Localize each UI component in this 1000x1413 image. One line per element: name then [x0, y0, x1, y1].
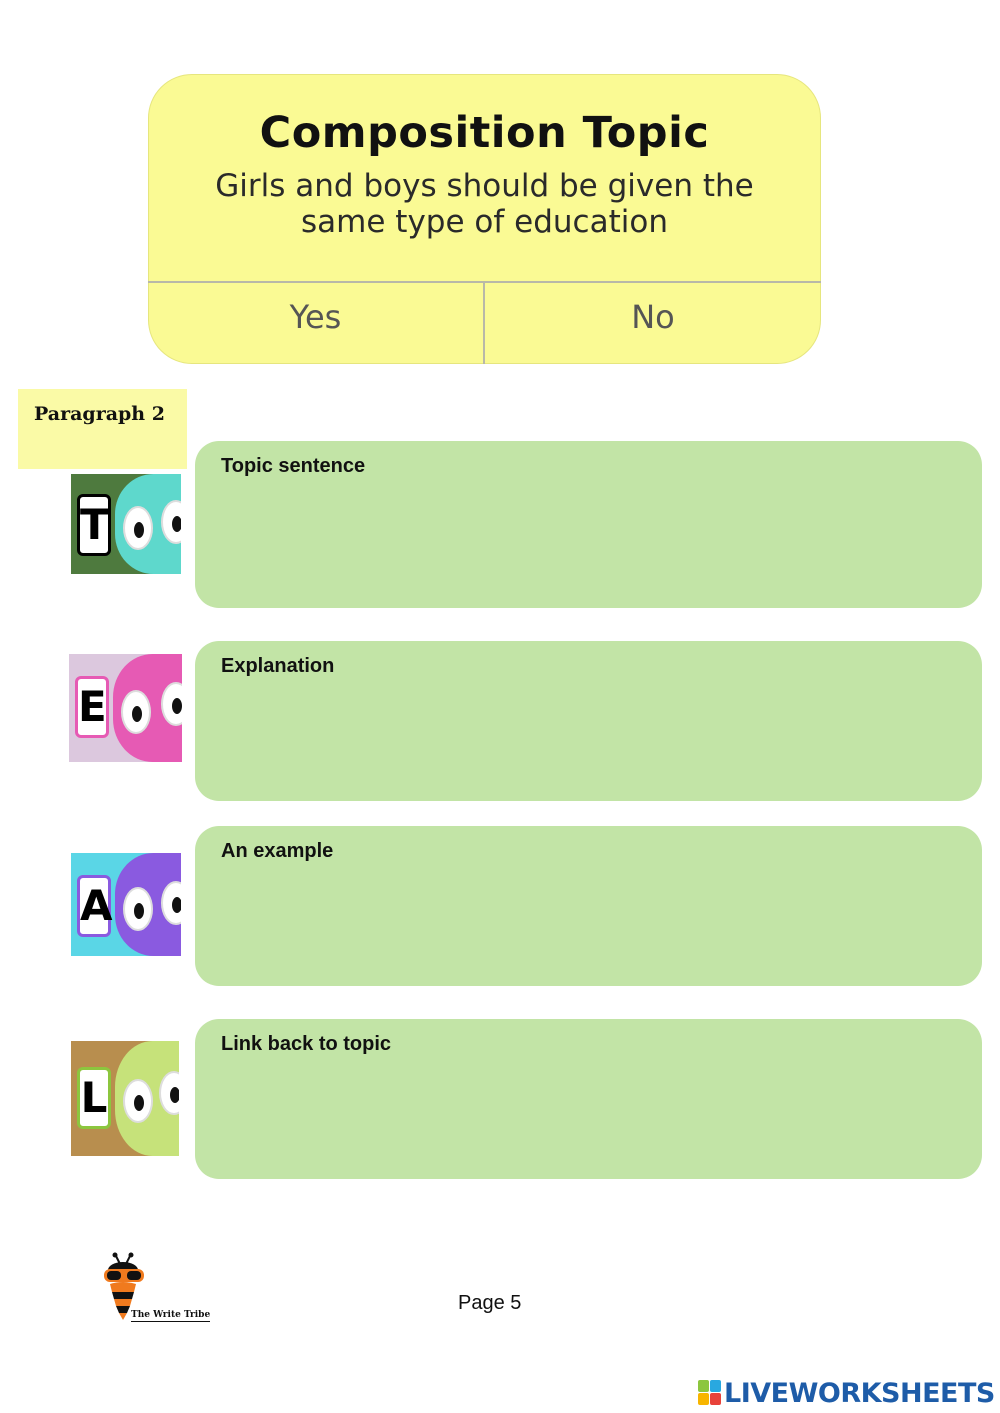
answer-box-topic-sentence[interactable] — [195, 441, 982, 608]
topic-title: Composition Topic — [259, 108, 710, 158]
topic-subtitle: Girls and boys should be given the same type of education — [215, 168, 754, 240]
logo-text: The Write Tribe — [131, 1310, 211, 1320]
choice-yes-button[interactable]: Yes — [289, 298, 342, 336]
monster-eye — [123, 1079, 153, 1123]
monster-l-image — [71, 1041, 179, 1156]
monster-a-image — [71, 853, 181, 956]
letter-tile: A — [77, 875, 111, 937]
monster-e-image — [69, 654, 182, 762]
letter-tile: T — [77, 494, 111, 556]
monster-eye — [123, 506, 153, 550]
answer-label: An example — [221, 840, 334, 862]
answer-box-link-back[interactable] — [195, 1019, 982, 1179]
page-number: Page 5 — [458, 1292, 522, 1314]
monster-eye — [121, 690, 151, 734]
monster-eye — [123, 887, 153, 931]
liveworksheets-text: LIVEWORKSHEETS — [724, 1377, 995, 1409]
answer-box-explanation[interactable] — [195, 641, 982, 801]
answer-label: Explanation — [221, 655, 335, 677]
monster-t-image — [71, 474, 181, 574]
answer-box-example[interactable] — [195, 826, 982, 986]
answer-label: Link back to topic — [221, 1033, 392, 1055]
letter-tile: E — [75, 676, 109, 738]
choice-no-button[interactable]: No — [631, 298, 675, 336]
letter-tile: L — [77, 1067, 111, 1129]
liveworksheets-icon — [698, 1380, 722, 1406]
answer-label: Topic sentence — [221, 455, 366, 477]
liveworksheets-logo — [698, 1378, 995, 1408]
paragraph-label: Paragraph 2 — [18, 389, 187, 469]
